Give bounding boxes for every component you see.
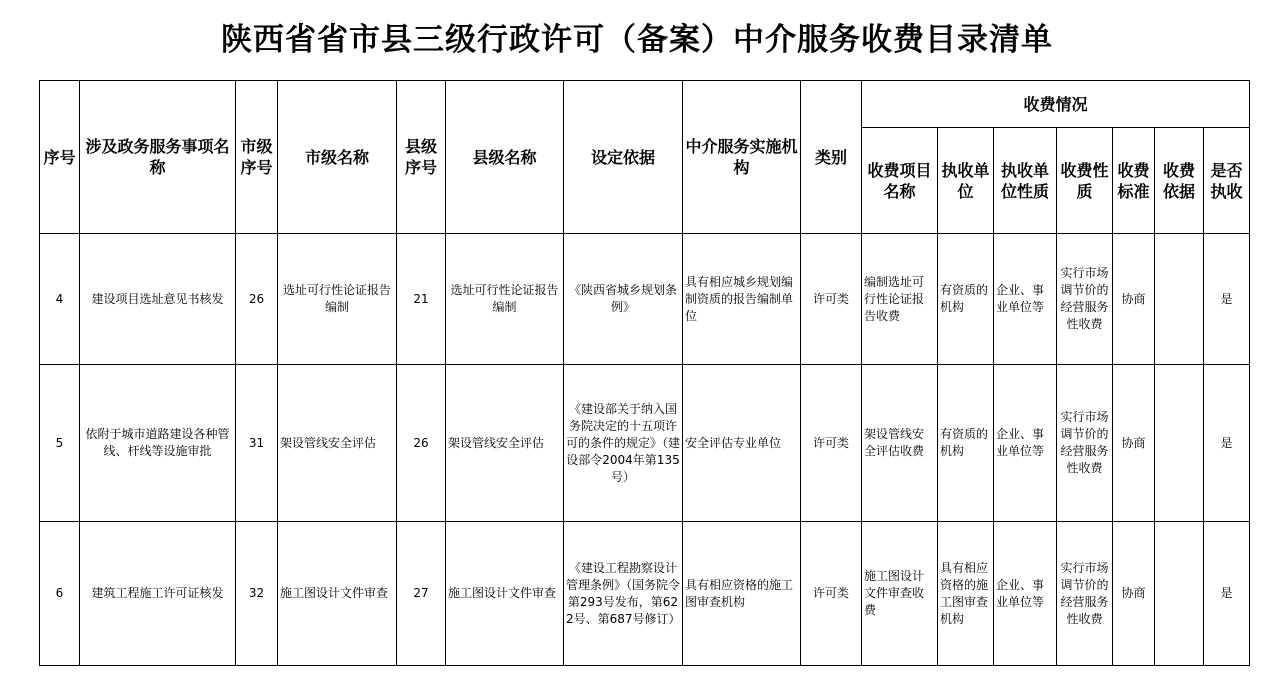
cell-fee-item: 架设管线安全评估收费 bbox=[862, 365, 938, 522]
cell-fee-nature: 实行市场调节价的经营服务性收费 bbox=[1057, 522, 1113, 666]
cell-fee-nature: 实行市场调节价的经营服务性收费 bbox=[1057, 365, 1113, 522]
cell-fee-basis bbox=[1155, 522, 1204, 666]
cell-city-seq: 31 bbox=[236, 365, 278, 522]
table-row bbox=[40, 522, 1250, 666]
header-collector: 执收单位 bbox=[938, 128, 994, 234]
cell-city-name: 选址可行性论证报告编制 bbox=[278, 234, 397, 365]
cell-seq: 5 bbox=[40, 365, 80, 522]
header-category: 类别 bbox=[801, 81, 862, 234]
cell-seq: 4 bbox=[40, 234, 80, 365]
header-city-seq: 市级序号 bbox=[236, 81, 278, 234]
header-enforced: 是否执收 bbox=[1204, 128, 1250, 234]
cell-city-seq: 32 bbox=[236, 522, 278, 666]
table-row bbox=[40, 365, 1250, 522]
cell-collector: 具有相应资格的施工图审查机构 bbox=[938, 522, 994, 666]
cell-agency: 具有相应资格的施工图审查机构 bbox=[683, 522, 801, 666]
cell-county-name: 施工图设计文件审查 bbox=[446, 522, 564, 666]
header-county-name: 县级名称 bbox=[446, 81, 564, 234]
cell-fee-standard: 协商 bbox=[1113, 522, 1155, 666]
header-fee-nature: 收费性质 bbox=[1057, 128, 1113, 234]
cell-collector: 有资质的机构 bbox=[938, 234, 994, 365]
header-fee-group: 收费情况 bbox=[862, 81, 1250, 128]
cell-category: 许可类 bbox=[801, 522, 862, 666]
cell-fee-item: 施工图设计文件审查收费 bbox=[862, 522, 938, 666]
header-collector-nature: 执收单位性质 bbox=[994, 128, 1057, 234]
cell-county-seq: 21 bbox=[397, 234, 446, 365]
cell-enforced: 是 bbox=[1204, 522, 1250, 666]
header-seq: 序号 bbox=[40, 81, 80, 234]
header-fee-basis: 收费依据 bbox=[1155, 128, 1204, 234]
cell-basis: 《建设部关于纳入国务院决定的十五项许可的条件的规定》（建设部令2004年第135号） bbox=[564, 365, 683, 522]
cell-collector-nature: 企业、事业单位等 bbox=[994, 522, 1057, 666]
cell-county-seq: 26 bbox=[397, 365, 446, 522]
cell-collector-nature: 企业、事业单位等 bbox=[994, 365, 1057, 522]
cell-city-name: 架设管线安全评估 bbox=[278, 365, 397, 522]
cell-enforced: 是 bbox=[1204, 234, 1250, 365]
cell-category: 许可类 bbox=[801, 365, 862, 522]
cell-enforced: 是 bbox=[1204, 365, 1250, 522]
header-row-1 bbox=[40, 81, 1250, 128]
cell-basis: 《陕西省城乡规划条例》 bbox=[564, 234, 683, 365]
cell-fee-item: 编制选址可行性论证报告收费 bbox=[862, 234, 938, 365]
cell-collector: 有资质的机构 bbox=[938, 365, 994, 522]
cell-collector-nature: 企业、事业单位等 bbox=[994, 234, 1057, 365]
header-county-seq: 县级序号 bbox=[397, 81, 446, 234]
cell-basis: 《建设工程勘察设计管理条例》（国务院令第293号发布，第622号、第687号修订） bbox=[564, 522, 683, 666]
header-fee-standard: 收费标准 bbox=[1113, 128, 1155, 234]
cell-fee-basis bbox=[1155, 365, 1204, 522]
header-item-name: 涉及政务服务事项名称 bbox=[80, 81, 236, 234]
cell-fee-standard: 协商 bbox=[1113, 365, 1155, 522]
cell-item-name: 依附于城市道路建设各种管线、杆线等设施审批 bbox=[80, 365, 236, 522]
cell-agency: 具有相应城乡规划编制资质的报告编制单位 bbox=[683, 234, 801, 365]
cell-county-name: 选址可行性论证报告编制 bbox=[446, 234, 564, 365]
cell-category: 许可类 bbox=[801, 234, 862, 365]
cell-county-name: 架设管线安全评估 bbox=[446, 365, 564, 522]
fee-catalog-table bbox=[39, 80, 1250, 666]
header-fee-item: 收费项目名称 bbox=[862, 128, 938, 234]
cell-fee-nature: 实行市场调节价的经营服务性收费 bbox=[1057, 234, 1113, 365]
cell-county-seq: 27 bbox=[397, 522, 446, 666]
cell-agency: 安全评估专业单位 bbox=[683, 365, 801, 522]
cell-city-name: 施工图设计文件审查 bbox=[278, 522, 397, 666]
header-agency: 中介服务实施机构 bbox=[683, 81, 801, 234]
cell-fee-standard: 协商 bbox=[1113, 234, 1155, 365]
page-title: 陕西省省市县三级行政许可（备案）中介服务收费目录清单 bbox=[221, 22, 1053, 58]
cell-seq: 6 bbox=[40, 522, 80, 666]
cell-city-seq: 26 bbox=[236, 234, 278, 365]
cell-item-name: 建筑工程施工许可证核发 bbox=[80, 522, 236, 666]
header-basis: 设定依据 bbox=[564, 81, 683, 234]
header-city-name: 市级名称 bbox=[278, 81, 397, 234]
table-row bbox=[40, 234, 1250, 365]
cell-item-name: 建设项目选址意见书核发 bbox=[80, 234, 236, 365]
cell-fee-basis bbox=[1155, 234, 1204, 365]
